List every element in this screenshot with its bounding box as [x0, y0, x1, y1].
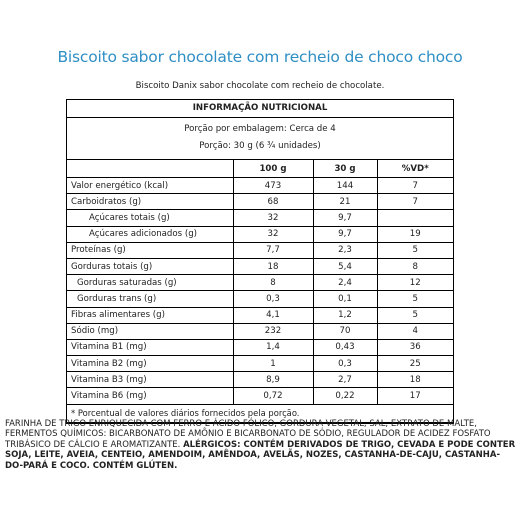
product-subtitle: Biscoito Danix sabor chocolate com recheio de chocolate.: [135, 81, 385, 91]
nutrition-header: INFORMAÇÃO NUTRICIONAL: [67, 100, 453, 118]
nutrition-row: [67, 194, 453, 210]
nutrient-label: Carboidratos (g): [67, 194, 233, 210]
nutrient-label: Vitamina B6 (mg): [67, 388, 233, 404]
nutrition-rows: [67, 178, 453, 405]
nutrient-label: Gorduras saturadas (g): [67, 275, 233, 291]
nutrition-row: [67, 242, 453, 258]
value-daily-percent: 18: [377, 372, 453, 388]
allergens-warning: ALÉRGICOS: CONTÉM DERIVADOS DE TRIGO, CEVADA E PODE CONTER SOJA, LEITE, AVEIA, CENTEIO, AMENDOIM, AMÊNDOA, AVELÃS, NOZES, CASTANHA-DE-CAJU, CASTANHA-DO-PARÁ E COCO. CONTÉM GLÚTEN.: [5, 439, 516, 471]
value-daily-percent: 7: [377, 194, 453, 210]
nutrition-row: [67, 388, 453, 404]
value-30g: 21: [313, 194, 377, 210]
value-100g: 68: [233, 194, 313, 210]
portions-per-package: Porção por embalagem: Cerca de 4: [184, 124, 336, 134]
value-30g: 2,3: [313, 242, 377, 258]
value-30g: 0,1: [313, 291, 377, 307]
value-30g: 2,4: [313, 275, 377, 291]
value-daily-percent: 8: [377, 258, 453, 274]
nutrient-label: Vitamina B2 (mg): [67, 356, 233, 372]
value-100g: 32: [233, 210, 313, 226]
value-100g: 1,4: [233, 339, 313, 355]
portion-info: [67, 118, 453, 160]
value-100g: 1: [233, 356, 313, 372]
value-daily-percent: 5: [377, 291, 453, 307]
value-100g: 4,1: [233, 307, 313, 323]
nutrient-label: Vitamina B3 (mg): [67, 372, 233, 388]
nutrition-row: [67, 339, 453, 355]
value-daily-percent: 4: [377, 323, 453, 339]
value-30g: 9,7: [313, 226, 377, 242]
nutrition-grid: [67, 160, 453, 423]
column-header-30g: 30 g: [313, 160, 377, 178]
value-daily-percent: 7: [377, 178, 453, 194]
value-100g: 232: [233, 323, 313, 339]
value-daily-percent: 25: [377, 356, 453, 372]
value-30g: 0,43: [313, 339, 377, 355]
value-100g: 32: [233, 226, 313, 242]
value-30g: 1,2: [313, 307, 377, 323]
value-100g: 7,7: [233, 242, 313, 258]
ingredients-text: [5, 419, 517, 471]
value-daily-percent: 19: [377, 226, 453, 242]
nutrient-label: Gorduras trans (g): [67, 291, 233, 307]
nutrition-row: [67, 291, 453, 307]
nutrition-row: [67, 323, 453, 339]
value-100g: 0,72: [233, 388, 313, 404]
nutrient-label: Açúcares totais (g): [67, 210, 233, 226]
nutrient-label: Valor energético (kcal): [67, 178, 233, 194]
value-30g: 70: [313, 323, 377, 339]
value-daily-percent: 12: [377, 275, 453, 291]
value-30g: 2,7: [313, 372, 377, 388]
value-daily-percent: 36: [377, 339, 453, 355]
nutrient-label: Gorduras totais (g): [67, 258, 233, 274]
portion-size: Porção: 30 g (6 ¾ unidades): [199, 141, 321, 151]
nutrition-row: [67, 372, 453, 388]
value-100g: 8,9: [233, 372, 313, 388]
value-daily-percent: 17: [377, 388, 453, 404]
value-daily-percent: 5: [377, 242, 453, 258]
nutrient-label: Fibras alimentares (g): [67, 307, 233, 323]
value-daily-percent: [377, 210, 453, 226]
nutrition-row: [67, 275, 453, 291]
ingredients-list: FARINHA DE TRIGO ENRIQUECIDA COM FERRO E ÁCIDO FÓLICO, GORDURA VEGETAL, SAL, EXTRATO DE MALTE, FERMENTOS QUÍMICOS: BICARBONATO DE AMÔNIO E BICARBONATO DE SÓDIO, REGULADOR DE ACIDEZ FOSFATO TRIBÁSICO DE CÁLCIO E AROMATIZANTE.: [5, 419, 491, 450]
nutrient-label: Vitamina B1 (mg): [67, 339, 233, 355]
value-100g: 0,3: [233, 291, 313, 307]
value-30g: 0,3: [313, 356, 377, 372]
nutrition-row: [67, 226, 453, 242]
value-100g: 18: [233, 258, 313, 274]
value-30g: 144: [313, 178, 377, 194]
value-100g: 8: [233, 275, 313, 291]
nutrition-row: [67, 307, 453, 323]
nutrition-row: [67, 356, 453, 372]
product-title: Biscoito sabor chocolate com recheio de choco choco: [57, 48, 463, 66]
nutrient-label: Sódio (mg): [67, 323, 233, 339]
value-30g: 0,22: [313, 388, 377, 404]
nutrient-label: Proteínas (g): [67, 242, 233, 258]
nutrition-row: [67, 210, 453, 226]
value-100g: 473: [233, 178, 313, 194]
column-header-100g: 100 g: [233, 160, 313, 178]
nutrition-facts-table: [66, 99, 454, 424]
value-30g: 9,7: [313, 210, 377, 226]
nutrition-row: [67, 178, 453, 194]
nutrient-label: Açúcares adicionados (g): [67, 226, 233, 242]
column-header-label: [67, 160, 233, 178]
footnote: * Porcentual de valores diários fornecidos pela porção.: [67, 404, 453, 422]
column-header-row: [67, 160, 453, 178]
value-30g: 5,4: [313, 258, 377, 274]
nutrition-row: [67, 258, 453, 274]
value-daily-percent: 5: [377, 307, 453, 323]
column-header-vd: %VD*: [377, 160, 453, 178]
